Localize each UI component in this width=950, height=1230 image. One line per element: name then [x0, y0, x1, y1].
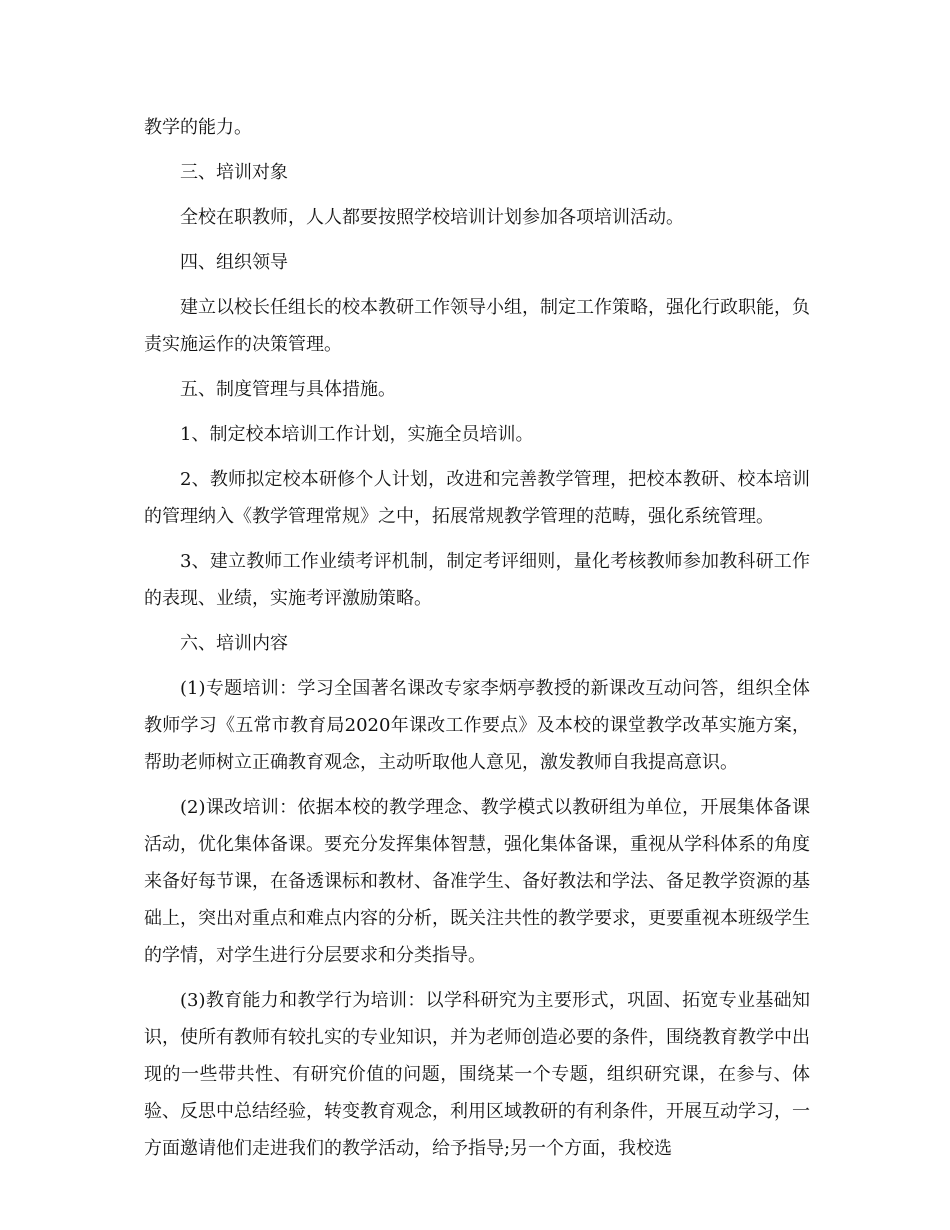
document-page	[144, 109, 810, 1175]
paragraph-organization: 建立以校长任组长的校本教研工作领导小组，制定工作策略，强化行政职能，负责实施运作的决策管理。	[144, 297, 810, 355]
paragraph-content-3: (3)教育能力和教学行为培训：以学科研究为主要形式，巩固、拓宽专业基础知识，使所有教师有较扎实的专业知识，并为老师创造必要的条件，围绕教育教学中出现的一些带共性、有研究价值的问题，围绕某一个专题，组织研究课，在参与、体验、反思中总结经验，转变教育观念，利用区域教研的有利条件，开展互动学习，一方面邀请他们走进我们的教学活动，给予指导;另一个方面，我校选	[144, 990, 810, 1159]
heading-system-management: 五、制度管理与具体措施。	[180, 379, 396, 400]
paragraph-content-1: (1)专题培训：学习全国著名课改专家李炳亭教授的新课改互动问答，组织全体教师学习《五常市教育局2020年课改工作要点》及本校的课堂教学改革实施方案，帮助老师树立正确教育观念，主动听取他人意见，激发教师自我提高意识。	[144, 678, 810, 773]
paragraph-training-target: 全校在职教师，人人都要按照学校培训计划参加各项培训活动。	[180, 207, 684, 228]
paragraph-content-2: (2)课改培训：依据本校的教学理念、教学模式以教研组为单位，开展集体备课活动，优化集体备课。要充分发挥集体智慧，强化集体备课，重视从学科体系的角度来备好每节课，在备透课标和教材、备准学生、备好教法和学法、备足教学资源的基础上，突出对重点和难点内容的分析，既关注共性的教学要求，更要重视本班级学生的学情，对学生进行分层要求和分类指导。	[144, 797, 810, 966]
paragraph-continuation: 教学的能力。	[144, 117, 252, 138]
heading-organization: 四、组织领导	[180, 252, 288, 273]
paragraph-measure-1: 1、制定校本培训工作计划，实施全员培训。	[180, 424, 534, 445]
heading-training-content: 六、培训内容	[180, 633, 288, 654]
paragraph-measure-3: 3、建立教师工作业绩考评机制，制定考评细则，量化考核教师参加教科研工作的表现、业绩，实施考评激励策略。	[144, 551, 810, 609]
heading-training-target: 三、培训对象	[180, 162, 288, 183]
paragraph-measure-2: 2、教师拟定校本研修个人计划，改进和完善教学管理，把校本教研、校本培训的管理纳入《教学管理常规》之中，拓展常规教学管理的范畴，强化系统管理。	[144, 469, 810, 527]
